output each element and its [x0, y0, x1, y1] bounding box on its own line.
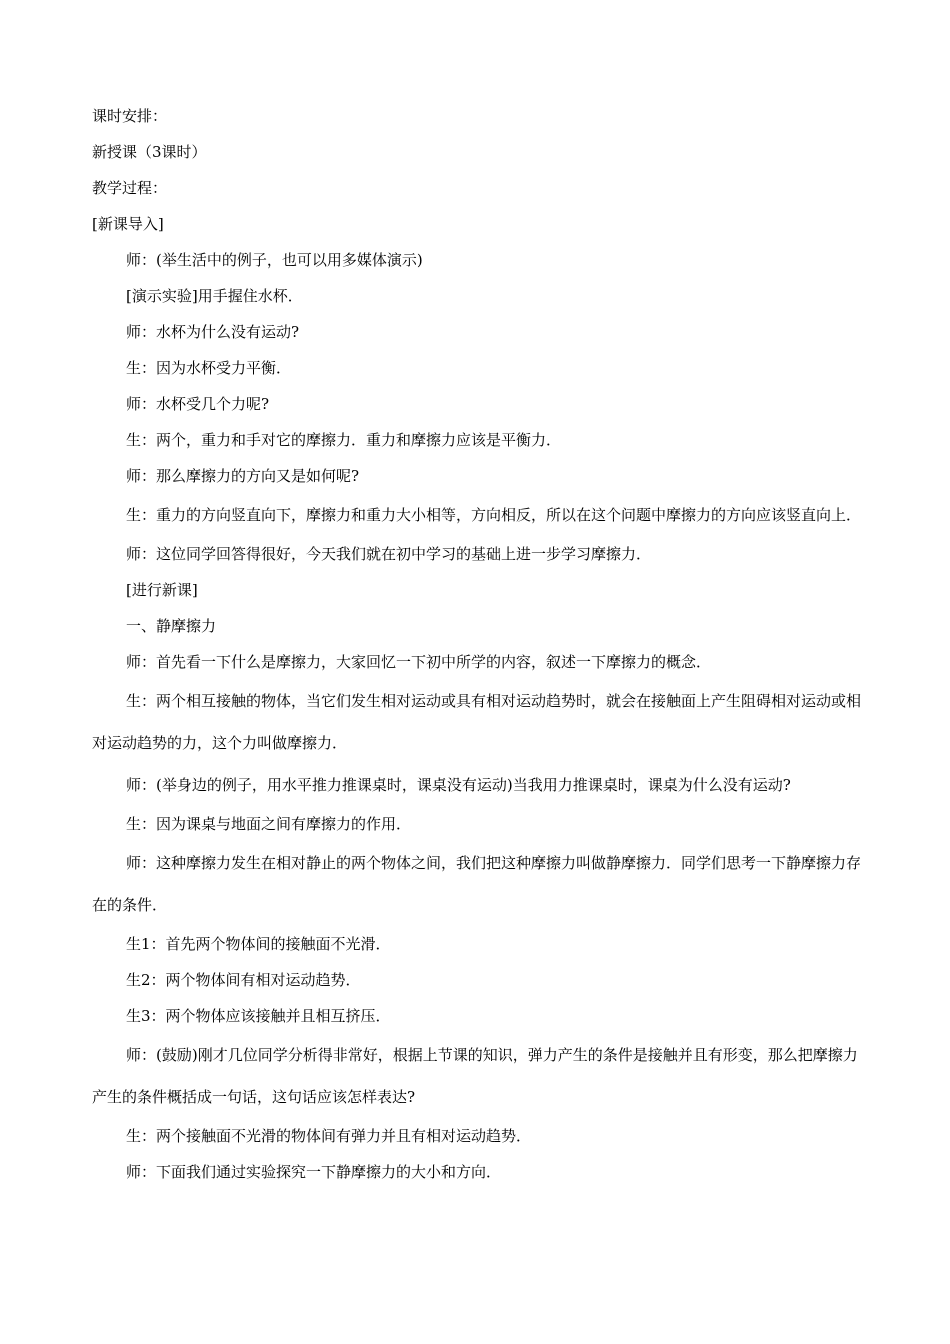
- paragraph: 师：(举身边的例子，用水平推力推课桌时，课桌没有运动)当我用力推课桌时，课桌为什么没有运动?: [126, 776, 791, 794]
- paragraph: 师：这位同学回答得很好，今天我们就在初中学习的基础上进一步学习摩擦力．: [126, 545, 652, 563]
- paragraph: 师：那么摩擦力的方向又是如何呢?: [126, 467, 360, 485]
- paragraph: 生2：两个物体间有相对运动趋势．: [126, 971, 361, 989]
- paragraph: 生3：两个物体应该接触并且相互挤压．: [126, 1007, 391, 1025]
- paragraph: 课时安排：: [92, 107, 168, 125]
- paragraph: 师：这种摩擦力发生在相对静止的两个物体之间，我们把这种摩擦力叫做静摩擦力．同学们思考一下静摩擦力存在的条件．: [92, 854, 862, 914]
- section-heading: [新课导入]: [92, 215, 164, 233]
- paragraph: 师：水杯受几个力呢?: [126, 395, 270, 413]
- paragraph: 生1：首先两个物体间的接触面不光滑．: [126, 935, 391, 953]
- paragraph: 师：(鼓励)刚才几位同学分析得非常好，根据上节课的知识，弹力产生的条件是接触并且有形变，那么把摩擦力产生的条件概括成一句话，这句话应该怎样表达?: [92, 1046, 858, 1106]
- document-body: [92, 98, 862, 1190]
- paragraph: 教学过程：: [92, 179, 168, 197]
- paragraph: [演示实验]用手握住水杯．: [126, 287, 303, 305]
- subsection-heading: 一、静摩擦力: [126, 617, 217, 635]
- paragraph: 生：因为水杯受力平衡．: [126, 359, 292, 377]
- paragraph: 师：(举生活中的例子，也可以用多媒体演示): [126, 251, 423, 269]
- paragraph: 师：水杯为什么没有运动?: [126, 323, 300, 341]
- paragraph: 新授课（3课时）: [92, 143, 207, 161]
- paragraph: 生：重力的方向竖直向下，摩擦力和重力大小相等，方向相反，所以在这个问题中摩擦力的方向应该竖直向上．: [126, 506, 862, 524]
- paragraph: 生：两个接触面不光滑的物体间有弹力并且有相对运动趋势．: [126, 1127, 532, 1145]
- paragraph: 生：因为课桌与地面之间有摩擦力的作用．: [126, 815, 412, 833]
- paragraph: 生：两个，重力和手对它的摩擦力．重力和摩擦力应该是平衡力．: [126, 431, 562, 449]
- section-heading: [进行新课]: [126, 581, 198, 599]
- paragraph: 生：两个相互接触的物体，当它们发生相对运动或具有相对运动趋势时，就会在接触面上产生阻碍相对运动或相对运动趋势的力，这个力叫做摩擦力．: [92, 692, 862, 752]
- paragraph: 师：下面我们通过实验探究一下静摩擦力的大小和方向．: [126, 1163, 502, 1181]
- paragraph: 师：首先看一下什么是摩擦力，大家回忆一下初中所学的内容，叙述一下摩擦力的概念．: [126, 653, 712, 671]
